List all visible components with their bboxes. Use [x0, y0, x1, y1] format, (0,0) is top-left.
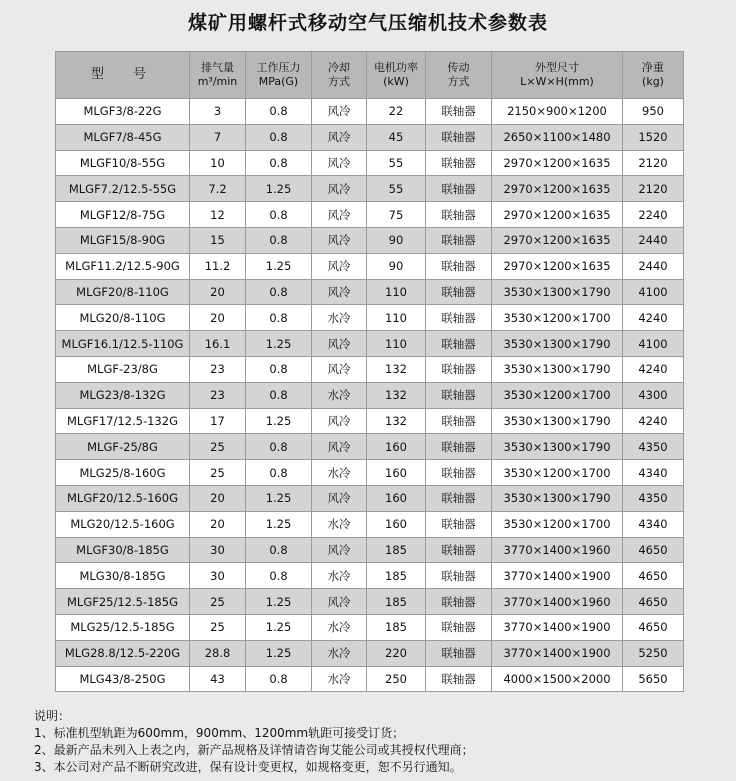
- table-cell: MLG43/8-250G: [56, 666, 190, 692]
- table-cell: 联轴器: [426, 485, 492, 511]
- table-cell: 1.25: [246, 331, 312, 357]
- column-header-label: 净重: [642, 61, 664, 74]
- table-cell: 16.1: [190, 331, 246, 357]
- column-header-label: 电机功率: [374, 61, 418, 74]
- table-cell: 1.25: [246, 589, 312, 615]
- table-cell: 风冷: [312, 124, 367, 150]
- table-cell: MLG25/12.5-185G: [56, 614, 190, 640]
- table-cell: 联轴器: [426, 563, 492, 589]
- table-cell: MLGF15/8-90G: [56, 227, 190, 253]
- table-cell: 3530×1300×1790: [492, 279, 623, 305]
- table-cell: MLGF17/12.5-132G: [56, 408, 190, 434]
- table-cell: 2440: [623, 253, 684, 279]
- table-cell: MLG25/8-160G: [56, 460, 190, 486]
- table-cell: 联轴器: [426, 537, 492, 563]
- table-body: [56, 99, 684, 692]
- table-cell: MLGF16.1/12.5-110G: [56, 331, 190, 357]
- table-cell: 160: [367, 460, 426, 486]
- table-cell: 0.8: [246, 356, 312, 382]
- table-cell: 15: [190, 227, 246, 253]
- column-header-label: 型 号: [90, 67, 154, 82]
- table-cell: 7: [190, 124, 246, 150]
- table-cell: 20: [190, 485, 246, 511]
- table-cell: 联轴器: [426, 99, 492, 125]
- table-cell: 联轴器: [426, 614, 492, 640]
- table-cell: MLGF-23/8G: [56, 356, 190, 382]
- table-cell: 75: [367, 202, 426, 228]
- table-cell: 3770×1400×1900: [492, 640, 623, 666]
- table-cell: 0.8: [246, 305, 312, 331]
- table-cell: 1.25: [246, 408, 312, 434]
- table-cell: 28.8: [190, 640, 246, 666]
- column-header-label: 冷却: [328, 61, 350, 74]
- table-cell: 1.25: [246, 511, 312, 537]
- notes-section: [34, 708, 724, 776]
- column-header: [312, 52, 367, 99]
- table-header: [56, 52, 684, 99]
- table-cell: 185: [367, 563, 426, 589]
- table-cell: 3770×1400×1960: [492, 537, 623, 563]
- table-cell: MLG23/8-132G: [56, 382, 190, 408]
- table-cell: 1.25: [246, 614, 312, 640]
- table-cell: 4350: [623, 434, 684, 460]
- note-item: 3、本公司对产品不断研究改进，保有设计变更权，如规格变更，恕不另行通知。: [34, 760, 462, 774]
- table-cell: 5250: [623, 640, 684, 666]
- table-cell: 风冷: [312, 202, 367, 228]
- table-cell: 联轴器: [426, 279, 492, 305]
- table-row: [56, 485, 684, 511]
- table-cell: 风冷: [312, 279, 367, 305]
- table-cell: 联轴器: [426, 434, 492, 460]
- table-row: [56, 589, 684, 615]
- table-cell: 3530×1300×1790: [492, 331, 623, 357]
- table-cell: 联轴器: [426, 356, 492, 382]
- table-cell: 联轴器: [426, 666, 492, 692]
- table-cell: 3530×1300×1790: [492, 408, 623, 434]
- table-cell: 风冷: [312, 589, 367, 615]
- table-cell: 950: [623, 99, 684, 125]
- table-cell: 水冷: [312, 511, 367, 537]
- table-cell: 22: [367, 99, 426, 125]
- column-header: [426, 52, 492, 99]
- table-cell: 联轴器: [426, 331, 492, 357]
- table-cell: 25: [190, 614, 246, 640]
- table-cell: 20: [190, 511, 246, 537]
- table-cell: 0.8: [246, 537, 312, 563]
- table-cell: 55: [367, 176, 426, 202]
- table-cell: 4240: [623, 305, 684, 331]
- table-cell: MLG20/12.5-160G: [56, 511, 190, 537]
- table-row: [56, 253, 684, 279]
- table-cell: 185: [367, 614, 426, 640]
- table-cell: 25: [190, 460, 246, 486]
- table-cell: 45: [367, 124, 426, 150]
- table-cell: 3770×1400×1900: [492, 614, 623, 640]
- table-cell: 3770×1400×1960: [492, 589, 623, 615]
- column-header: [492, 52, 623, 99]
- table-cell: 4000×1500×2000: [492, 666, 623, 692]
- table-cell: 110: [367, 331, 426, 357]
- table-row: [56, 305, 684, 331]
- table-cell: 25: [190, 434, 246, 460]
- table-cell: 4300: [623, 382, 684, 408]
- table-cell: 1.25: [246, 176, 312, 202]
- table-cell: 90: [367, 227, 426, 253]
- table-cell: 水冷: [312, 614, 367, 640]
- table-cell: 风冷: [312, 253, 367, 279]
- table-cell: 3530×1200×1700: [492, 460, 623, 486]
- table-cell: 110: [367, 279, 426, 305]
- table-cell: 2970×1200×1635: [492, 253, 623, 279]
- column-header-unit: (kW): [383, 75, 409, 88]
- table-cell: 联轴器: [426, 305, 492, 331]
- table-cell: 0.8: [246, 434, 312, 460]
- table-cell: 联轴器: [426, 176, 492, 202]
- table-cell: 110: [367, 305, 426, 331]
- table-cell: 3530×1300×1790: [492, 356, 623, 382]
- table-cell: 11.2: [190, 253, 246, 279]
- note-item: 2、最新产品未列入上表之内，新产品规格及详情请咨询艾能公司或其授权代理商；: [34, 743, 474, 757]
- table-cell: 23: [190, 356, 246, 382]
- table-cell: 25: [190, 589, 246, 615]
- table-row: [56, 99, 684, 125]
- table-cell: 10: [190, 150, 246, 176]
- table-row: [56, 408, 684, 434]
- table-cell: 水冷: [312, 666, 367, 692]
- table-cell: MLGF20/12.5-160G: [56, 485, 190, 511]
- table-cell: 2970×1200×1635: [492, 150, 623, 176]
- table-cell: MLGF30/8-185G: [56, 537, 190, 563]
- table-cell: 联轴器: [426, 382, 492, 408]
- table-cell: MLGF12/8-75G: [56, 202, 190, 228]
- note-item: 1、标准机型轨距为600mm，900mm、1200mm轨距可接受订货；: [34, 726, 405, 740]
- table-cell: 90: [367, 253, 426, 279]
- table-row: [56, 227, 684, 253]
- table-cell: 2440: [623, 227, 684, 253]
- table-cell: 4650: [623, 563, 684, 589]
- table-cell: 0.8: [246, 99, 312, 125]
- table-cell: 2120: [623, 176, 684, 202]
- table-cell: 风冷: [312, 99, 367, 125]
- table-cell: 联轴器: [426, 150, 492, 176]
- table-cell: 132: [367, 356, 426, 382]
- table-cell: 联轴器: [426, 124, 492, 150]
- page-title: 煤矿用螺杆式移动空气压缩机技术参数表: [187, 12, 548, 34]
- table-cell: 4240: [623, 408, 684, 434]
- table-cell: 水冷: [312, 305, 367, 331]
- table-cell: 联轴器: [426, 589, 492, 615]
- table-cell: 4350: [623, 485, 684, 511]
- column-header-unit: m³/min: [197, 75, 238, 88]
- table-cell: 185: [367, 537, 426, 563]
- table-cell: MLGF11.2/12.5-90G: [56, 253, 190, 279]
- table-cell: 4100: [623, 331, 684, 357]
- column-header: [367, 52, 426, 99]
- table-cell: 1520: [623, 124, 684, 150]
- table-cell: MLG28.8/12.5-220G: [56, 640, 190, 666]
- table-cell: 风冷: [312, 537, 367, 563]
- table-row: [56, 563, 684, 589]
- table-cell: 0.8: [246, 279, 312, 305]
- table-row: [56, 150, 684, 176]
- table-cell: 联轴器: [426, 640, 492, 666]
- table-cell: 1.25: [246, 640, 312, 666]
- table-row: [56, 202, 684, 228]
- table-cell: 风冷: [312, 150, 367, 176]
- table-row: [56, 537, 684, 563]
- table-cell: 风冷: [312, 176, 367, 202]
- column-header-model: [56, 52, 190, 99]
- table-cell: 160: [367, 434, 426, 460]
- table-row: [56, 382, 684, 408]
- table-cell: MLGF10/8-55G: [56, 150, 190, 176]
- table-cell: 2970×1200×1635: [492, 227, 623, 253]
- table-cell: 风冷: [312, 434, 367, 460]
- column-header-label: 排气量: [201, 61, 234, 74]
- table-cell: 17: [190, 408, 246, 434]
- column-header-label: 工作压力: [256, 61, 301, 74]
- column-header-label: 传动: [447, 61, 470, 74]
- table-cell: 3770×1400×1900: [492, 563, 623, 589]
- spec-table: [55, 51, 684, 692]
- table-row: [56, 666, 684, 692]
- table-row: [56, 434, 684, 460]
- table-cell: 水冷: [312, 382, 367, 408]
- table-row: [56, 460, 684, 486]
- table-cell: 1.25: [246, 253, 312, 279]
- table-cell: 联轴器: [426, 253, 492, 279]
- column-header-unit: 方式: [328, 75, 350, 88]
- column-header-unit: (kg): [642, 75, 664, 88]
- table-cell: 2970×1200×1635: [492, 202, 623, 228]
- table-cell: 2120: [623, 150, 684, 176]
- table-cell: 4340: [623, 460, 684, 486]
- column-header-label: 外型尺寸: [535, 61, 579, 74]
- table-cell: 0.8: [246, 124, 312, 150]
- table-cell: 风冷: [312, 356, 367, 382]
- table-cell: 4240: [623, 356, 684, 382]
- table-cell: 4650: [623, 614, 684, 640]
- table-cell: 联轴器: [426, 202, 492, 228]
- table-cell: 132: [367, 382, 426, 408]
- table-cell: 风冷: [312, 331, 367, 357]
- table-cell: 风冷: [312, 485, 367, 511]
- table-cell: 3530×1300×1790: [492, 485, 623, 511]
- table-cell: 160: [367, 511, 426, 537]
- table-cell: 联轴器: [426, 460, 492, 486]
- table-cell: 20: [190, 305, 246, 331]
- table-cell: MLG20/8-110G: [56, 305, 190, 331]
- table-cell: 0.8: [246, 460, 312, 486]
- column-header-unit: MPa(G): [258, 75, 299, 88]
- table-cell: MLGF7/8-45G: [56, 124, 190, 150]
- table-cell: 55: [367, 150, 426, 176]
- table-cell: 3530×1200×1700: [492, 511, 623, 537]
- table-cell: 0.8: [246, 150, 312, 176]
- table-cell: 160: [367, 485, 426, 511]
- table-cell: 0.8: [246, 382, 312, 408]
- column-header: [246, 52, 312, 99]
- column-header-unit: L×W×H(mm): [520, 75, 594, 88]
- column-header-unit: 方式: [447, 75, 470, 88]
- table-cell: 0.8: [246, 227, 312, 253]
- table-cell: 联轴器: [426, 408, 492, 434]
- table-cell: MLGF25/12.5-185G: [56, 589, 190, 615]
- table-cell: 3530×1200×1700: [492, 305, 623, 331]
- table-cell: MLG30/8-185G: [56, 563, 190, 589]
- table-cell: 185: [367, 589, 426, 615]
- table-cell: 联轴器: [426, 227, 492, 253]
- table-cell: 4650: [623, 589, 684, 615]
- notes-heading: 说明：: [34, 709, 71, 723]
- table-cell: 风冷: [312, 227, 367, 253]
- table-cell: MLGF20/8-110G: [56, 279, 190, 305]
- table-cell: 2650×1100×1480: [492, 124, 623, 150]
- table-cell: 3530×1300×1790: [492, 434, 623, 460]
- table-cell: 0.8: [246, 666, 312, 692]
- table-cell: 2240: [623, 202, 684, 228]
- table-cell: 1.25: [246, 485, 312, 511]
- table-row: [56, 356, 684, 382]
- table-row: [56, 640, 684, 666]
- table-row: [56, 331, 684, 357]
- table-cell: 水冷: [312, 640, 367, 666]
- table-row: [56, 279, 684, 305]
- table-cell: 3: [190, 99, 246, 125]
- table-cell: 43: [190, 666, 246, 692]
- table-cell: 2970×1200×1635: [492, 176, 623, 202]
- table-cell: 132: [367, 408, 426, 434]
- table-row: [56, 614, 684, 640]
- column-header: [190, 52, 246, 99]
- table-cell: 30: [190, 537, 246, 563]
- table-cell: 250: [367, 666, 426, 692]
- table-cell: MLGF3/8-22G: [56, 99, 190, 125]
- table-cell: 水冷: [312, 460, 367, 486]
- table-row: [56, 176, 684, 202]
- table-row: [56, 511, 684, 537]
- table-cell: 12: [190, 202, 246, 228]
- table-cell: 4650: [623, 537, 684, 563]
- table-row: [56, 124, 684, 150]
- table-cell: 220: [367, 640, 426, 666]
- table-cell: MLGF-25/8G: [56, 434, 190, 460]
- table-cell: 4100: [623, 279, 684, 305]
- table-cell: 5650: [623, 666, 684, 692]
- table-cell: 风冷: [312, 408, 367, 434]
- table-cell: 水冷: [312, 563, 367, 589]
- table-cell: 3530×1200×1700: [492, 382, 623, 408]
- table-cell: 4340: [623, 511, 684, 537]
- table-cell: MLGF7.2/12.5-55G: [56, 176, 190, 202]
- table-cell: 30: [190, 563, 246, 589]
- table-cell: 联轴器: [426, 511, 492, 537]
- table-cell: 2150×900×1200: [492, 99, 623, 125]
- table-cell: 23: [190, 382, 246, 408]
- table-cell: 0.8: [246, 563, 312, 589]
- table-cell: 0.8: [246, 202, 312, 228]
- table-cell: 7.2: [190, 176, 246, 202]
- column-header: [623, 52, 684, 99]
- table-cell: 20: [190, 279, 246, 305]
